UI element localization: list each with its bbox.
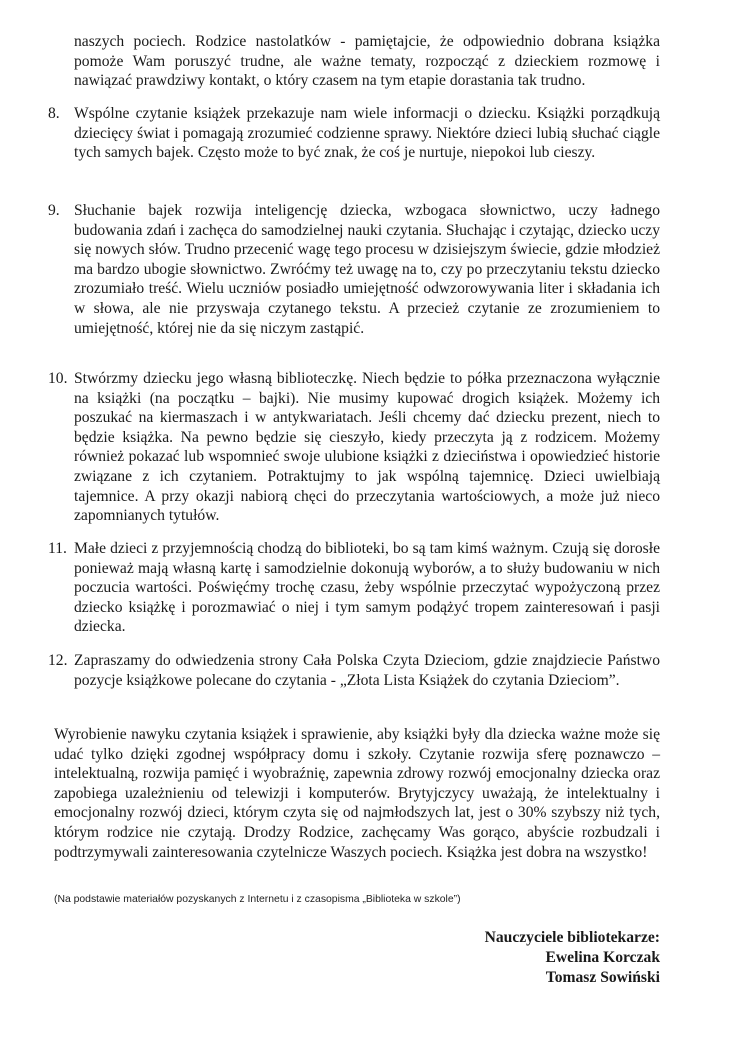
signature-title: Nauczyciele bibliotekarze:: [484, 929, 660, 946]
list-item-number: 10.: [48, 370, 68, 387]
list-item-number: 9.: [48, 202, 60, 219]
list-item-text: Wspólne czytanie książek przekazuje nam wiele informacji o dziecku. Książki porządkują dziecięcy świat i pomagają zrozumieć codzienne sprawy. Niektóre dzieci lubią słuchać ciągle tych samych bajek. Często może to być znak, że coś je nurtuje, niepokoi lub cieszy.: [74, 105, 660, 162]
intro-continuation-paragraph: naszych pociech. Rodzice nastolatków - pamiętajcie, że odpowiednio dobrana książka pomoże Wam poruszyć trudne, ale ważne tematy, rozpocząć z dzieckiem rozmowę i nawiązać prawdziwy kontakt, o który czasem na tym etapie dorastania tak trudno.: [74, 33, 660, 90]
list-item-10: [48, 369, 660, 526]
list-item-number: 12.: [48, 652, 68, 669]
list-item-text: Zapraszamy do odwiedzenia strony Cała Polska Czyta Dzieciom, gdzie znajdziecie Państwo pozycje książkowe polecane do czytania - „Złota Lista Książek do czytania Dzieciom”.: [74, 652, 660, 689]
signature-name: Tomasz Sowiński: [545, 969, 660, 986]
list-item-number: 8.: [48, 105, 60, 122]
source-note: (Na podstawie materiałów pozyskanych z Internetu i z czasopisma „Biblioteka w szkole”): [54, 894, 461, 905]
list-item-text: Małe dzieci z przyjemnością chodzą do biblioteki, bo są tam kimś ważnym. Czują się dorosłe ponieważ mają własną kartę i samodzielnie dokonują wyborów, a to służy budowaniu w nich poczucia wartości. Poświęćmy trochę czasu, żeby wspólnie przeczytać wypożyczoną przez dziecko książkę i porozmawiać o niej i tym samym podążyć tropem zainteresowań i pasji dziecka.: [74, 540, 660, 636]
list-item-9: [48, 201, 660, 338]
list-item-12: [48, 651, 660, 690]
signature-block: [485, 928, 660, 988]
closing-paragraph: Wyrobienie nawyku czytania książek i sprawienie, aby książki były dla dziecka ważne może się udać tylko dzięki zgodnej współpracy domu i szkoły. Czytanie rozwija sferę poznawczo – intelektualną, rozwija pamięć i wyobraźnię, zapewnia zdrowy rozwój emocjonalny dziecka oraz zapobiega uzależnieniu od telewizji i komputerów. Brytyjczycy uważają, że intelektualny i emocjonalny rozwój dzieci, którym czyta się od najmłodszych lat, jest o 30% szybszy niż tych, którym rodzice nie czytają. Drodzy Rodzice, zachęcamy Was gorąco, abyście rozbudzali i podtrzymywali zainteresowania czytelnicze Waszych pociech. Książka jest dobra na wszystko!: [54, 726, 660, 861]
list-item-11: [48, 539, 660, 637]
signature-name: Ewelina Korczak: [545, 949, 660, 966]
list-item-8: [48, 104, 660, 163]
list-item-number: 11.: [48, 540, 67, 557]
list-item-text: Stwórzmy dziecku jego własną biblioteczkę. Niech będzie to półka przeznaczona wyłącznie na książki (na początku – bajki). Nie musimy kupować drogich książek. Możemy ich poszukać na kiermaszach i w antykwariatach. Jeśli chcemy dać dziecku prezent, niech to będzie książka. Na pewno będzie się cieszyło, kiedy przeczyta ją z rodzicem. Możemy również pokazać lub wspomnieć swoje ulubione książki z dzieciństwa i opowiedzieć historie związane z ich czytaniem. Potraktujmy to jak wspólną tajemnicę. Dzieci uwielbiają tajemnice. A przy okazji nabiorą chęci do przeczytania wartościowych, a może już nieco zapomnianych tytułów.: [74, 370, 660, 525]
list-item-text: Słuchanie bajek rozwija inteligencję dziecka, wzbogaca słownictwo, uczy ładnego budowania zdań i zachęca do samodzielnej nauki czytania. Słuchając i czytając, dziecko uczy się nowych słów. Trudno przecenić wagę tego procesu w dzisiejszym świecie, gdzie młodzież ma bardzo ubogie słownictwo. Zwróćmy też uwagę na to, czy po przeczytaniu tekstu dziecko zrozumiało treść. Wielu uczniów posiadło umiejętność odwzorowywania liter i składania ich w słowa, ale nie przyswaja czytanego tekstu. A przecież czytanie ze zrozumieniem to umiejętność, której nie da się niczym zastąpić.: [74, 202, 660, 337]
